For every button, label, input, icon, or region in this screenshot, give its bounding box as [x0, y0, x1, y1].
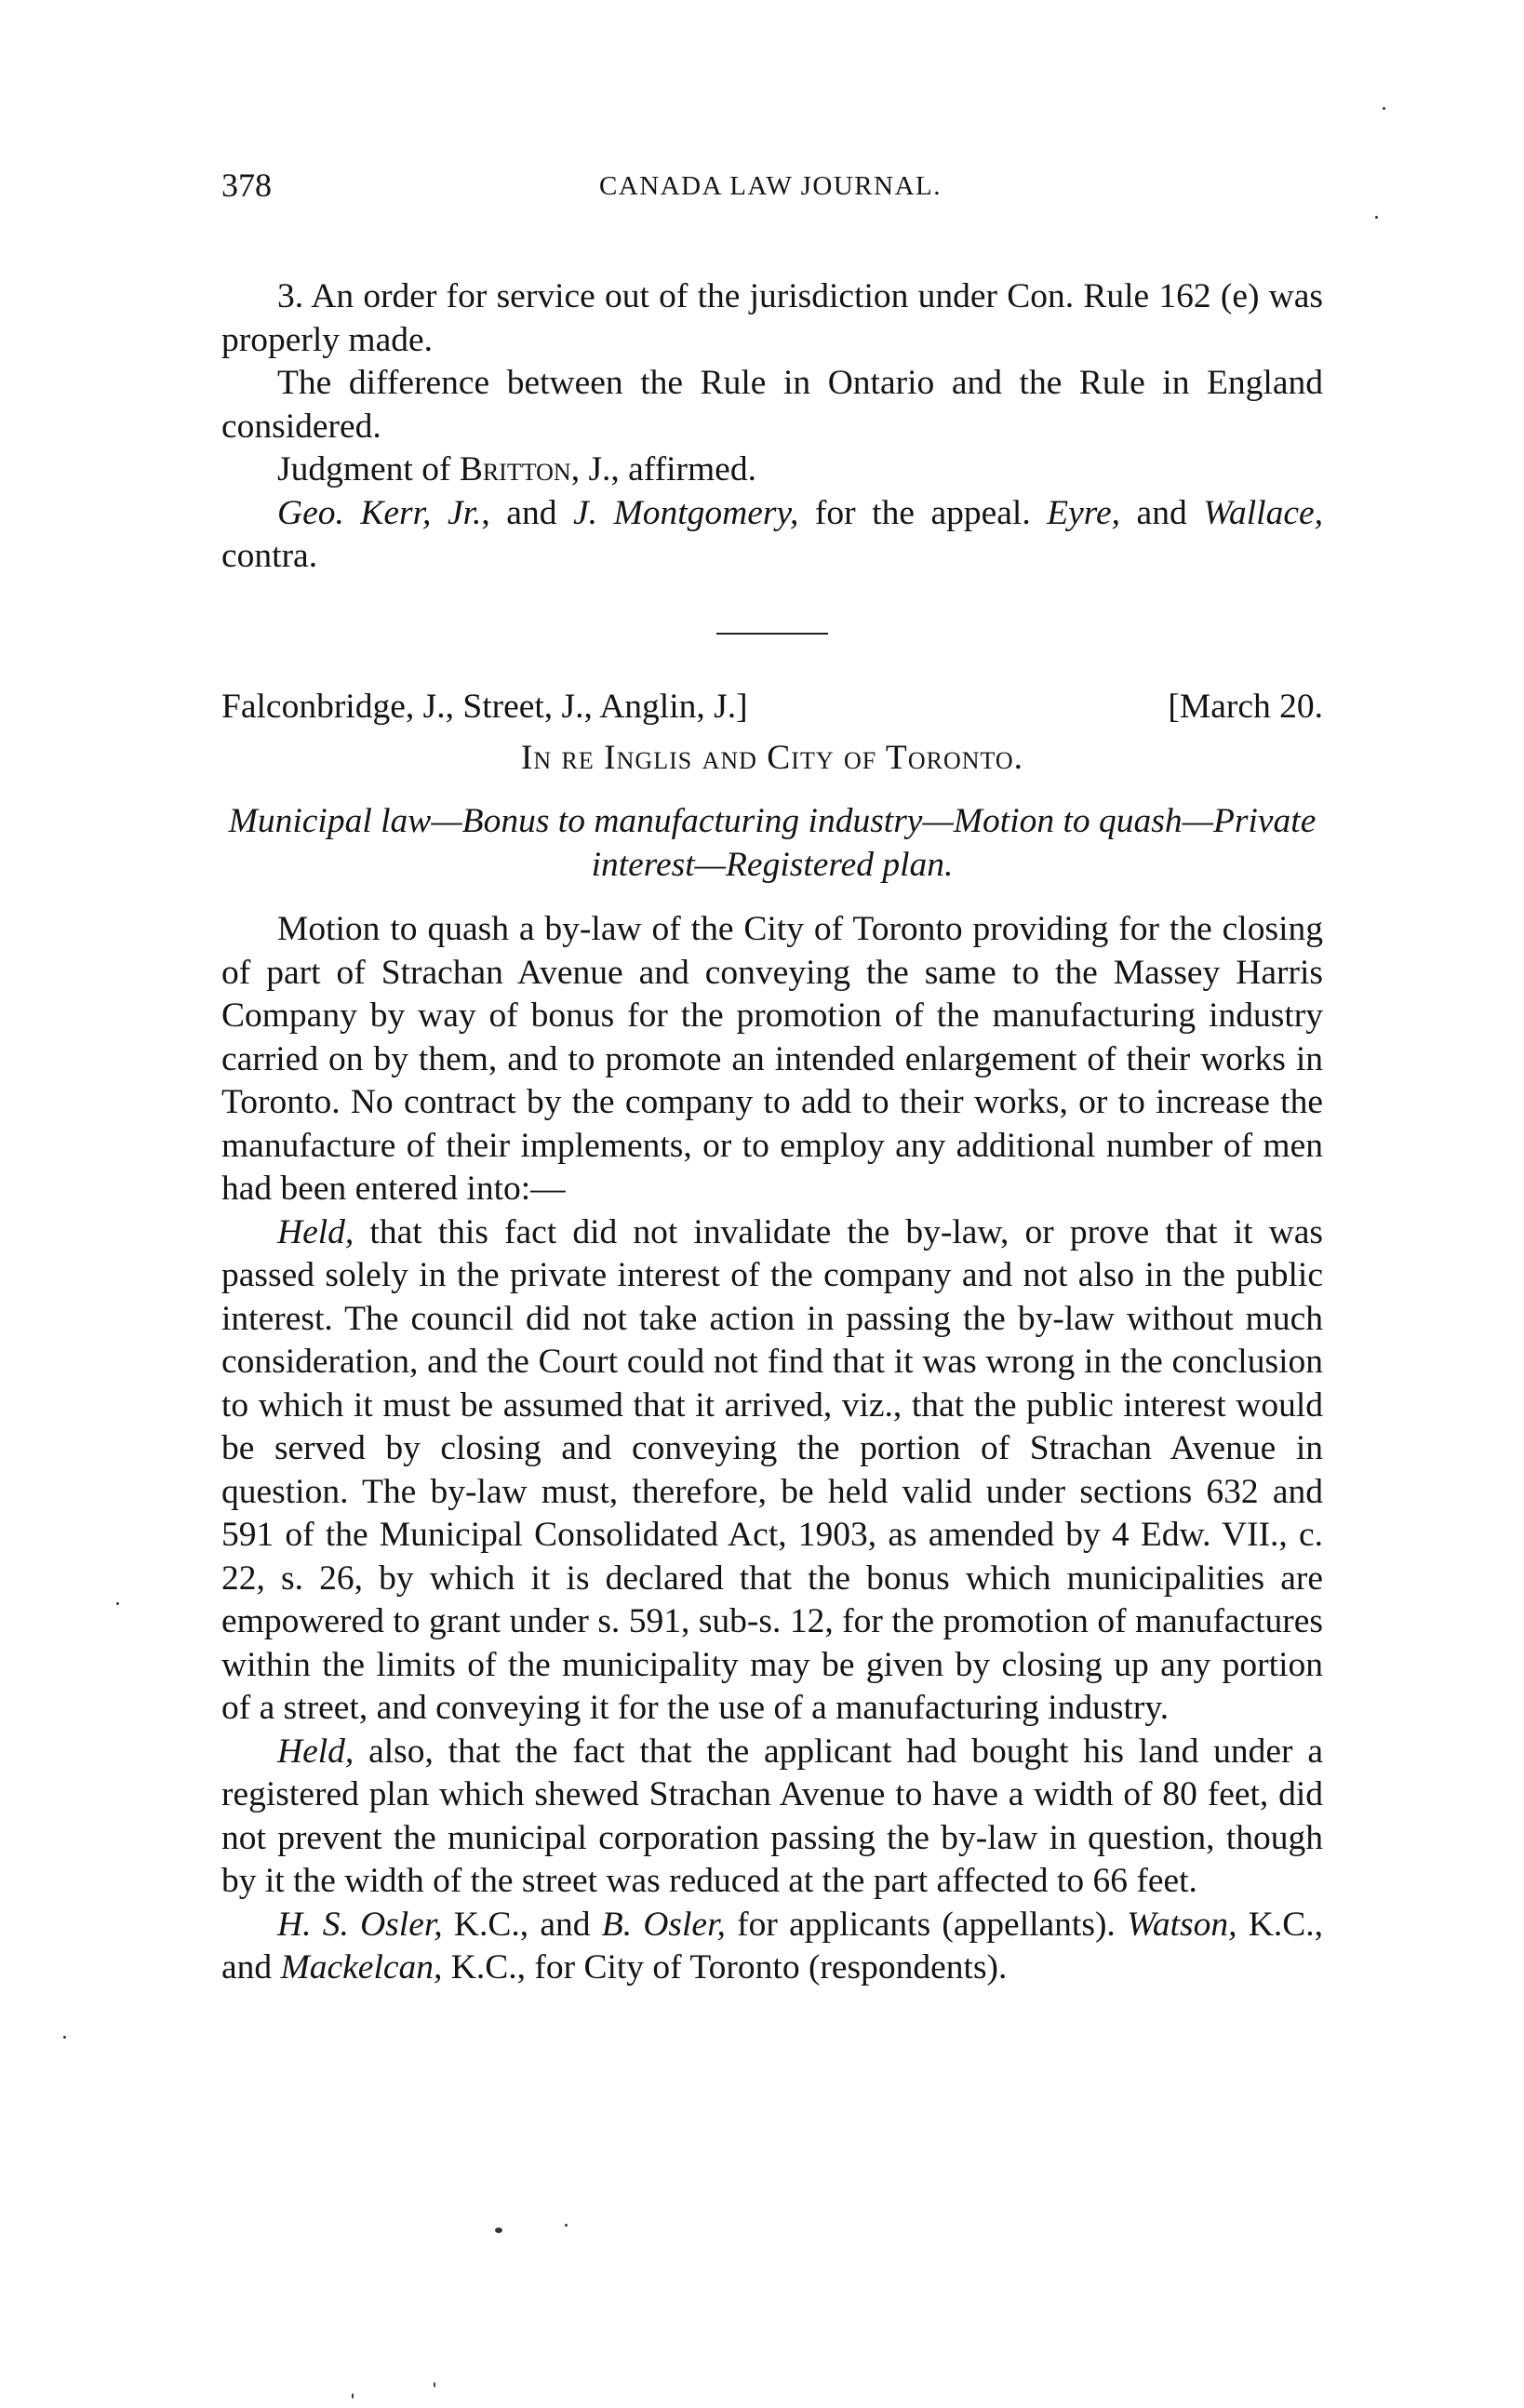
- judge-name: Britton: [459, 450, 571, 488]
- held-label: Held,: [277, 1212, 354, 1251]
- page-number: 378: [221, 167, 272, 204]
- judgment-line: Judgment of Britton, J., affirmed.: [277, 450, 756, 488]
- counsel-name: B. Osler,: [601, 1905, 726, 1944]
- scan-speck: [352, 2393, 354, 2399]
- counsel-line: H. S. Osler, K.C., and B. Osler, for applicants (appellants). Watson, K.C., and Mackelcan, K.C., for City of Toronto (respondents).: [221, 1905, 1323, 1987]
- case-header: [221, 686, 1323, 732]
- scan-speck: [1383, 107, 1385, 110]
- counsel-name: J. Montgomery,: [572, 493, 799, 532]
- case-title: In re Inglis and City of Toronto.: [520, 739, 1024, 777]
- held-label: Held,: [277, 1732, 354, 1771]
- scan-speck: [565, 2224, 568, 2227]
- running-head: [221, 166, 1319, 212]
- counsel-name: Mackelcan,: [280, 1948, 443, 1987]
- bench-judges: Falconbridge, J., Street, J., Anglin, J.]: [221, 688, 748, 726]
- previous-case-conclusion: [221, 275, 1323, 579]
- counsel-name: Eyre,: [1047, 493, 1121, 532]
- holding-paragraph: The difference between the Rule in Ontario and the Rule in England considered.: [221, 364, 1323, 446]
- scan-speck: [1375, 216, 1378, 219]
- case-date: [March 20.: [1168, 688, 1323, 726]
- scan-speck: [116, 1602, 119, 1605]
- scan-speck: [495, 2227, 502, 2233]
- scan-speck: [63, 2036, 66, 2039]
- counsel-line: Geo. Kerr, Jr., and J. Montgomery, for the appeal. Eyre, and Wallace, contra.: [221, 493, 1323, 575]
- holding-paragraph: Held, also, that the fact that the applicant had bought his land under a registered plan which shewed Strachan Avenue to have a width of 80 feet, did not prevent the municipal corporation passing the by-law in question, though by it the width of the street was reduced at the part affected to 66 feet.: [221, 1732, 1323, 1900]
- holding-paragraph: 3. An order for service out of the jurisdiction under Con. Rule 162 (e) was properly made.: [221, 277, 1323, 359]
- case-headnote: Municipal law—Bonus to manufacturing industry—Motion to quash—Private interest—Registered plan.: [228, 802, 1317, 884]
- case-body: [221, 908, 1323, 1990]
- counsel-name: H. S. Osler,: [277, 1905, 443, 1944]
- holding-paragraph: Held, that this fact did not invalidate the by-law, or prove that it was passed solely in the private interest of the company and not also in the public interest. The council did not take action in passing the by-law without much consideration, and the Court could not find that it was wrong in the conclusion to which it must be assumed that it arrived, viz., that the public interest would be served by closing and conveying the portion of Strachan Avenue in question. The by-law must, therefore, be held valid under sections 632 and 591 of the Municipal Consolidated Act, 1903, as amended by 4 Edw. VII., c. 22, s. 26, by which it is declared that the bonus which municipalities are empowered to grant under s. 591, sub-s. 12, for the promotion of manufactures within the limits of the municipality may be given by closing up any portion of a street, and conveying it for the use of a manufacturing industry.: [221, 1212, 1323, 1727]
- journal-title: CANADA LAW JOURNAL.: [598, 171, 942, 201]
- counsel-name: Geo. Kerr, Jr.: [277, 493, 482, 532]
- section-divider: [716, 633, 828, 635]
- scan-speck: [434, 2382, 435, 2388]
- facts-paragraph: Motion to quash a by-law of the City of Toronto providing for the closing of part of Strachan Avenue and conveying the same to the Massey Harris Company by way of bonus for the promotion of the manufacturing industry carried on by them, and to promote an intended enlargement of their works in Toronto. No contract by the company to add to their works, or to increase the manufacture of their implements, or to employ any additional number of men had been entered into:—: [221, 910, 1323, 1208]
- counsel-name: Watson,: [1127, 1905, 1237, 1944]
- counsel-name: Wallace,: [1203, 493, 1323, 532]
